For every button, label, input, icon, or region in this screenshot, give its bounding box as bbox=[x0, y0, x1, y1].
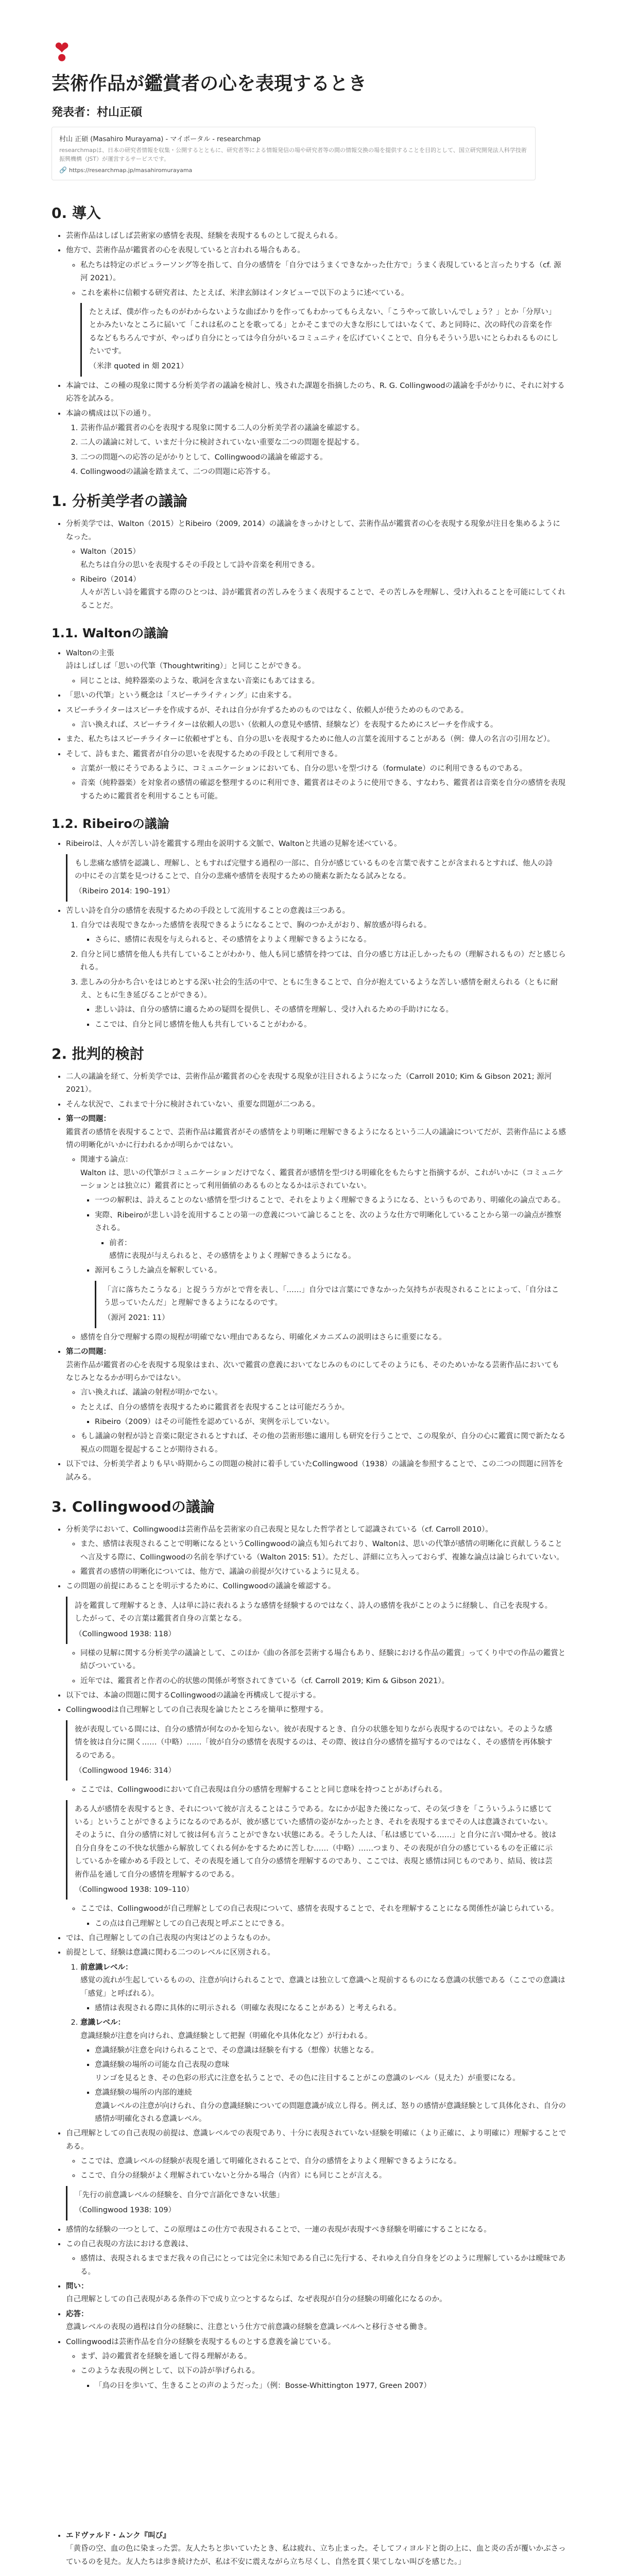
list-item: 4. Collingwoodの議論を踏まえて、二つの問題に応答する。 bbox=[80, 466, 566, 479]
list-item bbox=[66, 2238, 566, 2279]
list-item: • 感情的な経験の一つとして、この原理はこの仕方で表現されることで、一連の表現が表現すべき経験を明確にすることになる。 bbox=[66, 2224, 566, 2236]
quote-source: （Collingwood 1946: 314） bbox=[75, 1766, 176, 1775]
section3-list bbox=[52, 1523, 566, 2393]
list-item: ▪ この点は自己理解としての自己表現と呼ぶことにできる。 bbox=[95, 1918, 566, 1930]
list-item-text: そして、詩もまた、鑑賞者が自分の思いを表現するための手段として利用できる。 bbox=[66, 750, 342, 758]
list-item: ◦ ここで、自分の経験がよく理解されていないと分かる場合（内省）にも同じことが言える。 bbox=[80, 2170, 566, 2182]
list-item: ◦ 言い換えれば、スピーチライターは依頼人の思い（依頼人の意見や感情、経験など）を表現するためにスピーチを作成する。 bbox=[80, 719, 566, 732]
list-item: ◦ また、感情は表現されることで明晰になるというCollingwoodの論点も知られており、Waltonは、思いの代筆が感情の明晰化に貢献しうることへ言及する際に、Collingwoodの名前を挙げている（Walton 2015: 51）。ただし、詳細に立ち入っておらず、複雑な論点は論じられていない。 bbox=[80, 1538, 566, 1564]
list-item-text: 意識経験が注意を向けられ、意識経験として把握（明確化や具体化など）が行われる。 bbox=[80, 2031, 372, 2040]
list-item bbox=[66, 748, 566, 804]
list-item bbox=[66, 244, 566, 376]
heading-collingwood: 3. Collingwoodの議論 bbox=[52, 1498, 215, 1515]
list-item-text: スピーチライターはスピーチを作成するが、それは自分が弁ずるためのものではなく、依頼人が使うためのものである。 bbox=[66, 706, 469, 715]
list-item: ◦ 同じことは、純粋器楽のような、歌詞を含まない音楽にもあてはまる。 bbox=[80, 675, 566, 688]
list-item bbox=[66, 518, 566, 613]
list-item-text: 実際、Ribeiroが悲しい詩を流用することの第一の意義について論じることを、次のような仕方で明晰化していることから第一の論点が推察される。 bbox=[95, 1211, 561, 1233]
list-item-text: 鑑賞者の感情を表現することで、芸術作品は鑑賞者がその感情をより明晰に理解できるようになるという二人の議論についてだが、芸術作品による感情の明晰化がいかに行われるかが明らかではない。 bbox=[66, 1128, 566, 1149]
list-item-text: 詩はしばしば「思いの代筆（Thoughtwriting）」と同じことができる。 bbox=[66, 662, 306, 671]
list-item-text: 人々が苦しい詩を鑑賞する際のひとつは、詩が鑑賞者の苦しみをうまく表現することで、その苦しみを理解し、受け入れることを可能にしてくれることだ。 bbox=[80, 588, 565, 610]
blank-space bbox=[52, 2570, 566, 2576]
list-item-text: Walton は、思いの代筆がコミュニケーションだけでなく、鑑賞者が感情を型づける明確化をもたらすと指摘するが、これがいかに（コミュニケーションとは独立に）鑑賞者にとって利用価値のあるものとなるかは示されていない。 bbox=[80, 1168, 563, 1190]
list-item bbox=[80, 1903, 566, 1930]
list-item bbox=[95, 2059, 566, 2085]
list-item: ◦ 言い換えれば、議論の射程が明かでない。 bbox=[80, 1386, 566, 1399]
list-item-text: エドヴァルド・ムンク『叫び』 bbox=[66, 2532, 170, 2540]
list-item bbox=[80, 546, 566, 572]
list-item-text: Ribeiro（2014） bbox=[80, 575, 141, 584]
list-item: • 本論では、この種の現象に関する分析美学者の議論を検討し、残された課題を指摘したのち、R. G. Collingwoodの議論を手がかりに、それに対する応答を試みる。 bbox=[66, 380, 566, 406]
list-item bbox=[95, 1209, 566, 1263]
list-item bbox=[66, 2127, 566, 2220]
list-item bbox=[80, 2016, 566, 2126]
heading-critical-examination: 2. 批判的検討 bbox=[52, 1045, 144, 1062]
list-item: ◦ 同様の見解に関する分析美学の議論として、このほか《曲の各部を芸術する場合もあり、経験における作品の鑑賞」ってくり中での作品の鑑賞と結びついている。 bbox=[80, 1647, 566, 1673]
list-item: ▪ 悲しい詩は、自分の感情に適るための疑問を提供し、その感情を理解し、受け入れるための手助けになる。 bbox=[95, 1004, 566, 1016]
list-item bbox=[66, 647, 566, 688]
list-item bbox=[66, 905, 566, 1031]
list-item-text: 意識レベル： bbox=[80, 2019, 125, 2027]
list-item bbox=[66, 2308, 566, 2334]
page bbox=[52, 0, 566, 2576]
list-item: ▪ Ribeiro（2009）はその可能性を認めているが、実例を示していない。 bbox=[95, 1416, 566, 1429]
list-item-text: 感覚の流れが生起しているものの、注意が向けられることで、意識とは独立して意識へと現前するものになる意識の状態である（ここでの意識は「感覚」と呼ばれる）。 bbox=[80, 1976, 565, 1998]
list-item-text: Collingwoodは芸術作品を自分の経験を表現するものとする意義を論じている。 bbox=[66, 2337, 336, 2346]
quote-collingwood-4 bbox=[66, 2186, 566, 2221]
list-item bbox=[80, 1154, 566, 1328]
list-item bbox=[66, 1704, 566, 1930]
quote-collingwood-3 bbox=[66, 1800, 566, 1900]
list-item-text: 本論の構成は以下の通り。 bbox=[66, 409, 156, 418]
list-item: • 二人の議論を経て、分析美学では、芸術作品が鑑賞者の心を表現する現象が注目されるようになった（Carroll 2010; Kim & Gibson 2021; 源河 2021）。 bbox=[66, 1071, 566, 1097]
list-item-text: 意識レベルの注意が向けられ、自分の意識経験についての問題意識が成立し得る。例えば、怒りの感情が意識経験として具体化され、自分の感情が明確化される意識レベル。 bbox=[95, 2102, 566, 2123]
list-item-text: 第二の問題： bbox=[66, 1348, 111, 1357]
list-item-text: Waltonの主張 bbox=[66, 649, 114, 657]
list-item-text: 感情に表現が与えられると、その感情をよりよく理解できるようになる。 bbox=[109, 1251, 356, 1260]
list-item bbox=[80, 976, 566, 1032]
list-item-text: 自己理解としての自己表現がある条件の下で成り立つとするならば、なぜ表現が自分の経験の明確化になるのか。 bbox=[66, 2295, 447, 2304]
intro-list bbox=[52, 230, 566, 479]
list-item: • 芸術作品はしばしば芸術家の感情を表現、経験を表現するものとして捉えられる。 bbox=[66, 230, 566, 243]
list-item-text: ここでは、Collingwoodが自己理解としての自己表現について、感情を表現することで、それを理解することになる関係性が論じられている。 bbox=[80, 1905, 559, 1913]
quote-text: 詩を鑑賞して理解するとき、人は単に詩に表れるような感情を経験するのではなく、詩人の感情を我がことのように経験し、自己を表現する。したがって、その言葉は鑑賞者自身の言葉となる。 bbox=[75, 1601, 553, 1623]
heart-exclamation-icon: ❣ bbox=[52, 38, 73, 67]
quote-collingwood-1 bbox=[66, 1597, 566, 1644]
list-item-text: 分析美学では、Walton（2015）とRibeiro（2009, 2014）の議論をきっかけとして、芸術作品が鑑賞者の心を表現する現象が注目を集めるようになった。 bbox=[66, 520, 560, 541]
list-item-text: Collingwoodは自己理解としての自己表現を論じたところを簡単に整理する。 bbox=[66, 1706, 328, 1715]
list-item-text: 自分では表現できなかった感情を表現できるようになることで、胸のつかえがおり、解放感が得られる。 bbox=[80, 921, 432, 929]
list-item bbox=[66, 1946, 566, 2126]
list-item-text: 関連する論点： bbox=[80, 1156, 133, 1164]
list-item: ▪ 一つの解釈は、詩えることのない感情を型づけることで、それをよりよく理解できるようになる、というものであり、明確化の論点である。 bbox=[95, 1194, 566, 1207]
quote-source: （Collingwood 1938: 109–110） bbox=[75, 1885, 194, 1894]
list-item-text: Ribeiroは、人々が苦しい詩を鑑賞する理由を説明する文脈で、Waltonと共通の見解を述べている。 bbox=[66, 840, 402, 849]
list-item-text: 前意識レベル： bbox=[80, 1963, 133, 1972]
bookmark-card[interactable] bbox=[52, 127, 536, 180]
bookmark-title: 村山 正碩 (Masahiro Murayama) - マイポータル - researchmap bbox=[59, 135, 261, 143]
list-item-text: 問い： bbox=[66, 2282, 89, 2291]
list-item: • また、私たちはスピーチライターに依頼せずとも、自分の思いを表現するために他人の言葉を流用することがある（例：偉人の名言の引用など）。 bbox=[66, 733, 566, 746]
bookmark-url-text: https://researchmap.jp/masahiromurayama bbox=[68, 167, 193, 174]
munch-list bbox=[52, 2530, 566, 2569]
list-item-text: 苦しい詩を自分の感情を表現するための手段として流用することの意義は三つある。 bbox=[66, 906, 350, 915]
bookmark-description: researchmapは、日本の研究者情報を収集・公開するとともに、研究者等による情報発信の場や研究者等の間の情報交換の場を提供することを目的として、国立研究開発法人科学技術振興機構（JST）が運営するサービスです。 bbox=[59, 147, 527, 162]
list-item: • では、自己理解としての自己表現の内実はどのようなものか。 bbox=[66, 1932, 566, 1945]
list-item-text: 意識レベルの表現の過程は自分の経験に、注意という仕方で前意識の経験を意識レベルへと移行させる働き。 bbox=[66, 2323, 432, 2332]
list-item bbox=[66, 2336, 566, 2393]
list-item: ◦ ここでは、Collingwoodにおいて自己表現は自分の感情を理解することと同じ意味を持つことがあげられる。 bbox=[80, 1784, 566, 1797]
list-item bbox=[66, 1523, 566, 1579]
list-item-text: 悲しみの分かち合いをはじめとする深い社会的生活の中で、ともに生きることで、自分が抱えているような苦しい感情を耐えられる（ともに耐え、ともに生き延びることができる）。 bbox=[80, 978, 558, 999]
quote-source: （源河 2021: 11） bbox=[104, 1314, 169, 1323]
list-item: ◦ 私たちは特定のポピュラーソング等を指して、自分の感情を「自分ではうまくできなかった仕方で」うまく表現していると言ったりする（cf. 源河 2021）。 bbox=[80, 259, 566, 285]
list-item: 2. 二人の議論に対して、いまだ十分に検討されていない重要な二つの問題を提起する。 bbox=[80, 436, 566, 449]
list-item: ◦ 近年では、鑑賞者と作者の心的状態の関係が考察されてきている（cf. Carroll 2019; Kim & Gibson 2021）。 bbox=[80, 1675, 566, 1688]
list-item bbox=[80, 1961, 566, 2015]
list-item: • 「思いの代筆」という概念は「スピーチライティング」に由来する。 bbox=[66, 689, 566, 702]
list-item bbox=[66, 838, 566, 902]
list-item bbox=[66, 1113, 566, 1344]
list-item: • そんな状況で、これまで十分に検討されていない、重要な問題が二つある。 bbox=[66, 1098, 566, 1111]
list-item-text: 前者： bbox=[109, 1239, 132, 1247]
heading-walton: 1.1. Waltonの議論 bbox=[52, 626, 169, 640]
list-item bbox=[66, 408, 566, 479]
quote-source: （Collingwood 1938: 109） bbox=[75, 2206, 176, 2215]
list-item: ◦ まず、詩の鑑賞者を経験を通して得る理解がある。 bbox=[80, 2350, 566, 2363]
list-item bbox=[80, 573, 566, 613]
list-item: ◦ 感情を自分で理解する際の規程が明確でない理由であるなら、明確化メカニズムの説明はさらに重要になる。 bbox=[80, 1331, 566, 1344]
list-item bbox=[66, 2280, 566, 2307]
list-item-text: 分析美学において、Collingwoodは芸術作品を芸術家の自己表現と見なした哲学者として認識されている（cf. Carroll 2010）。 bbox=[66, 1525, 493, 1534]
list-item: • 以下では、分析美学者よりも早い時期からこの問題の検討に着手していたCollingwood（1938）の議論を参照することで、この二つの問題に回答を試みる。 bbox=[66, 1458, 566, 1484]
quote-text: 「言に落ちたこうなる」と捉うう方がとで背を表し、「……」自分では言葉にできなかった気持ちが表現されることによって、「自分はこう思っていたんだ」と理解できるようになるのです。 bbox=[104, 1285, 559, 1307]
list-item bbox=[80, 1401, 566, 1429]
list-item: ◦ 音楽（純粋器楽）を対象者の感情の確認を整理するのに利用でき、鑑賞者はそのように使用できる、すなわち、鑑賞者は音楽を自分の感情を表現するために鑑賞者を利用することも可能。 bbox=[80, 777, 566, 803]
quote-text: もし悲痛な感情を認識し、理解し、ともすれば完璧する過程の一部に、自分が感じているものを言葉で表すことが含まれるとすれば、他人の詩の中にその言葉を見つけることで、自分の悲痛や感情を表現するための簡素な新たなる試みとなる。 bbox=[75, 859, 553, 880]
list-item bbox=[66, 1346, 566, 1456]
list-item-text: 第一の問題： bbox=[66, 1115, 111, 1124]
walton-list bbox=[52, 647, 566, 803]
quote-collingwood-2 bbox=[66, 1720, 566, 1781]
list-item-text: Walton（2015） bbox=[80, 548, 140, 556]
list-item: 2. 自分と同じ感情を他人も共有していることがわかり、他人も同じ感情を持つては、自分の感じ方は正しかったもの（理解されるもの）だと感じられる。 bbox=[80, 948, 566, 975]
list-item bbox=[66, 704, 566, 732]
list-item: ◦ 鑑賞者の感情の明晰化については、他方で、議論の前提が欠けているように見える。 bbox=[80, 1566, 566, 1579]
list-item bbox=[80, 919, 566, 947]
quote-ribeiro bbox=[66, 854, 566, 902]
list-item: ▪ さらに、感情に表現を与えられると、その感情をよりよく理解できるようになる。 bbox=[95, 934, 566, 946]
list-item: ▪ 意識経験が注意を向けられることで、その意識は経験を有する（想像）状態となる。 bbox=[95, 2044, 566, 2057]
list-item: ▪ 「鳥の日を歩いて、生きることの声のようだった」（例：Bosse-Whittington 1977, Green 2007） bbox=[95, 2380, 566, 2393]
quote-text: たとえば、僕が作ったものがわからないような曲ばかりを作ってもわかってもらえない、「こうやって欲しいんでしょう？」とか「分厚い」とかみたいなところに届いて「これは私のことを歌ってる」とかそこまでの大きな形にしてはいなくて、あと同時に、次の時代の音楽を作るなどもちろんですが、やっぱり自分にとっては今自分がいるコミュニティを広げていくことで、自分もそういう思いにとらわれるものにしたいです。 bbox=[89, 308, 559, 355]
list-item-text: これを素朴に信頼する研究者は、たとえば、米津玄師はインタビューで以下のように述べている。 bbox=[80, 289, 409, 297]
list-item bbox=[95, 2087, 566, 2126]
section2-list bbox=[52, 1071, 566, 1484]
list-item-text: 自己理解としての自己表現の前提は、意識レベルでの表現であり、十分に表現されていない経験を明確に（より正確に、より明確に）理解することである。 bbox=[66, 2129, 566, 2151]
ribeiro-list bbox=[52, 838, 566, 1031]
list-item bbox=[95, 1264, 566, 1328]
list-item bbox=[66, 2530, 566, 2569]
quote-text: 「先行の前意識レベルの経験を、自分で言語化できない状態」 bbox=[75, 2191, 284, 2199]
list-item: ◦ 感情は、表現されるまでまだ我々の自己にとっては完全に未知である自己に先行する、それゆえ自分自身をどのように理解しているかは曖昧である。 bbox=[80, 2252, 566, 2279]
list-item: ▪ 感情は表現される際に具体的に明示される（明確な表現になることがある）と考えられる。 bbox=[95, 2002, 566, 2015]
list-item: ▪ ここでは、自分と同じ感情を他人も共有していることがわかる。 bbox=[95, 1019, 566, 1031]
quote-yonezu bbox=[80, 303, 566, 377]
list-item: ◦ ここでは、意識レベルの経験が表現を通して明確化されることで、自分の感情をよりよく理解できるようになる。 bbox=[80, 2155, 566, 2168]
link-icon: 🔗 bbox=[59, 166, 67, 174]
heading-introduction: 0. 導入 bbox=[52, 205, 101, 222]
list-item: • 以下では、本論の問題に関するCollingwoodの議論を再構成して提示する。 bbox=[66, 1689, 566, 1702]
quote-source: （Ribeiro 2014: 190–191） bbox=[75, 887, 175, 896]
list-item-text: 意識経験の場所の可能な自己表現の意味 bbox=[95, 2061, 229, 2070]
list-item: ◦ 言葉が一般にそうであるように、コミュニケーションにおいても、自分の思いを型づける（formulate）のに利用できるものである。 bbox=[80, 762, 566, 775]
quote-genka bbox=[95, 1281, 566, 1328]
list-item-text: このような表現の例として、以下の詩が挙げられる。 bbox=[80, 2367, 260, 2376]
list-item-text: 芸術作品が鑑賞者の心を表現する現象はまれ、次いで鑑賞の意義においてなじみのものにしてそのようにも、そのためいかなる芸術作品においてもなじみとなるかが明らかではない。 bbox=[66, 1361, 559, 1382]
heading-ribeiro: 1.2. Ribeiroの議論 bbox=[52, 817, 169, 832]
quote-source: （米津 quoted in 畑 2021） bbox=[89, 362, 188, 371]
list-item bbox=[66, 1580, 566, 1688]
list-item-text: 他方で、芸術作品が鑑賞者の心を表現していると言われる場合もある。 bbox=[66, 246, 305, 255]
list-item-text: 意識経験の場所の内部的連続 bbox=[95, 2089, 192, 2097]
heading-analytic-aesthetics: 1. 分析美学者の議論 bbox=[52, 493, 187, 510]
list-item-text: 応答： bbox=[66, 2310, 89, 2318]
list-item bbox=[80, 287, 566, 377]
bookmark-url[interactable] bbox=[59, 166, 528, 174]
list-item bbox=[80, 2365, 566, 2393]
list-item: ◦ もし議論の射程が詩と音楽に限定されるとすれば、その他の芸術形態に適用しも研究を行うことで、この現象が、自分の心に鑑賞に関で新たなる視点の問題を提起することが期待される。 bbox=[80, 1430, 566, 1456]
quote-text: 彼が表現している間には、自分の感情が何なのかを知らない。彼が表現するとき、自分の状態を知りながら表現するのではない。そのような感情を彼は自分に開く……（中略）……「彼が自分の感情を表現するのは、その際、彼は自分の感情を描写するのではなく、その感情を再体験するのである。 bbox=[75, 1725, 553, 1760]
list-item: 3. 二つの問題への応答の足がかりとして、Collingwoodの議論を確認する。 bbox=[80, 451, 566, 464]
list-item: 1. 芸術作品が鑑賞者の心を表現する現象に関する二人の分析美学者の議論を確認する。 bbox=[80, 422, 566, 435]
list-item-text: 源河もこうした論点を解釈している。 bbox=[95, 1266, 222, 1275]
list-item-text: たとえば、自分の感情を表現するために鑑賞者を表現することは可能だろうか。 bbox=[80, 1403, 349, 1412]
list-item-text: 私たちは自分の思いを表現するその手段として詩や音楽を利用できる。 bbox=[80, 561, 319, 569]
blank-space bbox=[52, 2394, 566, 2528]
quote-source: （Collingwood 1938: 118） bbox=[75, 1630, 176, 1638]
page-title: 芸術作品が鑑賞者の心を表現するとき bbox=[52, 73, 367, 94]
section1-list bbox=[52, 518, 566, 613]
list-item-text: リンゴを見るとき、その色彩の形式に注意を払うことで、その色に注目することがこの意識のレベル（見えた）が重要になる。 bbox=[95, 2074, 520, 2082]
presenter: 発表者：村山正碩 bbox=[52, 106, 143, 119]
quote-text: ある人が感情を表現するとき、それについて彼が言えることはこうである。なにかが起きた後になって、その気づきを「こういうふうに感じている」ということができるようになるのであるが、彼が感じていた感情の姿がなかったとき、それを表現するまでその人は意識されていない。そのように、自分の感情に対して彼は何も言うことができない状態にある。そうした人は、「私は感じている……」と自分に言い聞かせる。彼は自分自身をこの不快な状態から解放してくれる何かをするために苦しむ……（中略）……つまり、その表現が自分の感じているものを正確に示しているかを確かめる手段として、その表現を通して自分の感情を理解するのであり、ここでは、表現と感情は同じものであり、結局、彼は芸術作品を通して自分の感情を理解するのである。 bbox=[75, 1805, 557, 1879]
list-item-text: この問題の前提にあることを明示するために、Collingwoodの議論を確認する。 bbox=[66, 1582, 336, 1591]
list-item bbox=[109, 1237, 566, 1263]
list-item-text: この自己表現の方法における意義は、 bbox=[66, 2240, 193, 2248]
list-item-text: 前提として、経験は意識に関わる二つのレベルに区別される。 bbox=[66, 1948, 275, 1957]
list-item-text: 「黄昏の空、血の色に染まった雲。友人たちと歩いていたとき、私は疲れ、立ち止まった。そしてフィヨルドと街の上に、血と炎の舌が覆いかぶさっているのを見た。友人たちは歩き続けたが、私は不安に震えながら立ち尽くし、自然を貫く果てしない叫びを感じた。」 bbox=[66, 2545, 566, 2566]
